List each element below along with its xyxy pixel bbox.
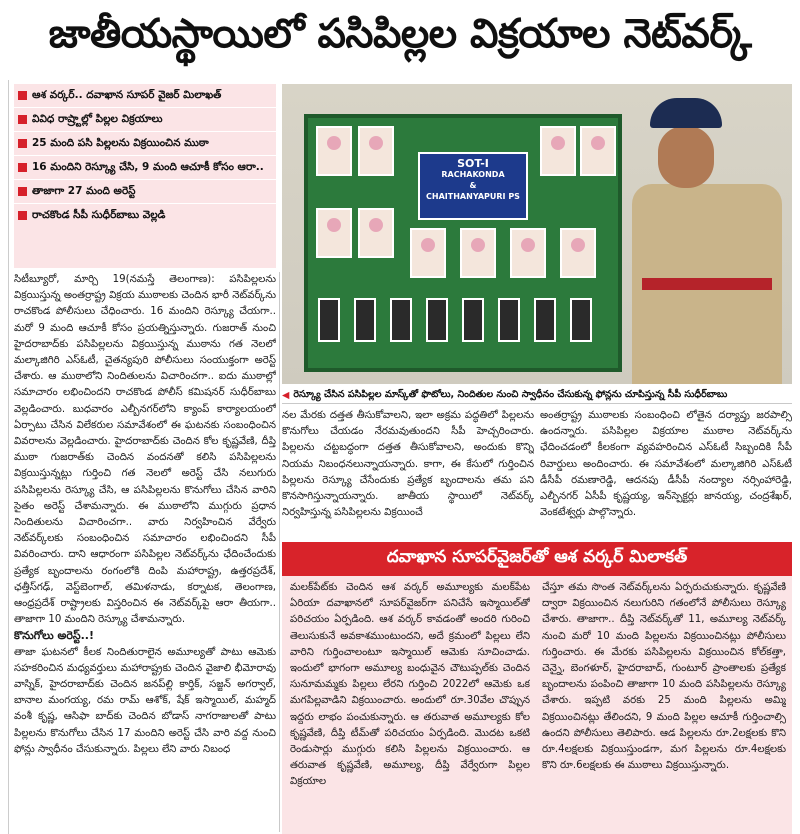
board-line: SOT-I [457,157,489,170]
phone-exhibit [570,298,592,342]
highlight-text: వివిధ రాష్ర్టాల్లో పిల్లల విక్రయాలు [32,113,163,125]
highlight-text: తాజాగా 27 మంది అరెస్ట్ [32,185,136,197]
child-photo [316,126,352,176]
article-column-2 [282,408,534,538]
phone-exhibit [390,298,412,342]
highlight-text: ఆశ వర్కర్.. దవాఖాన సూపర్ వైజర్ మిలాఖత్ [32,89,222,101]
child-photo [560,228,596,278]
highlight-item [14,84,276,108]
headline: జాతీయస్థాయిలో పసిపిల్లల విక్రయాల నెట్‌వర్క్ [48,11,752,57]
red-square-icon [18,211,27,220]
page-edge [0,80,9,834]
highlights-box [14,84,276,268]
child-photo [580,126,616,176]
evidence-board [304,114,622,372]
child-photo [410,228,446,278]
child-photo [460,228,496,278]
board-line: CHAITHANYAPURI PS [426,192,520,201]
article-subhead: కొనుగోలు అరెస్ట్..! [14,629,94,643]
highlight-text: రాచకొండ సీపీ సుధీర్‌బాబు వెల్లడి [32,209,166,221]
board-line: & [469,181,477,190]
photo-caption [282,386,792,404]
article-paragraph: అంతర్రాష్ట్ర ముఠాలకు సంబంధించి లోతైన దర్యాప్తు జరపాల్సి ఉందన్నారు. పసిపిల్లల విక్రయాల ముఠాల నెట్‌వర్క్‌ను ఛేదించడంలో కీలకంగా వ్యవహరించిన ఎస్‌ఓటీ సిబ్బందికి సీపీ రివార్డులు అందించారు. ఈ సమావేశంలో మల్కాజిగిరి ఎస్‌ఓటీ డీసీపీ రమణారెడ్డి, ఆదనపు డీసీపీ నంద్యాల నర్సింహారెడ్డి, ఎల్బీనగర్ ఏసీపీ కృష్ణయ్య, ఇన్‌స్పెక్టర్లు జానయ్య, చంద్రశేఖర్, వెంకటేశ్వర్లు పాల్గొన్నారు. [540,410,792,519]
phone-exhibit [534,298,556,342]
highlight-item [14,156,276,180]
phone-exhibit [426,298,448,342]
article-paragraph: మలక్‌పేట్‌కు చెందిన ఆశ వర్కర్ అమూల్యకు మలక్‌పేట ఏరియా దవాఖానలో సూపర్‌వైజర్‌గా పనిచేసే ఇస్మాయిల్‌తో పరిచయం ఏర్పడింది. ఆశ వర్కర్ కావడంతో అందరి గురించి తెలుసుకునే అవకాశముంటుందని, అదే క్రమంలో పిల్లలు లేని వారిని గుర్తించాలంటూ ఇస్మాయిల్ ఆమెకు సూచించాడు. ఇందులో భాగంగా అమూల్య బంధువైన చౌటుప్పల్‌కు చెందిన సునూమమ్మకు పిల్లలు లేరని గుర్తించి 2022లో ఆమెకు ఒక మగపిల్లవాడిని విక్రయించారు. అందులో రూ.30వేల చొప్పున ఇద్దరు లాభం పంచుకున్నారు. ఆ తరువాత అమూల్యకు కోల కృష్ణవేణి, దీప్తి టీమ్‌తో పరిచయం ఏర్పడింది. మొదట ఒకటి రెండుసార్లు ముగ్గురు కలిసి పిల్లలను విక్రయించారు. ఆ తరువాత కృష్ణవేణి, అమూల్య, దీప్తి వేర్వేరుగా పిల్లల విక్రయాల [290,582,530,788]
divider [282,403,792,404]
child-photo [358,208,394,258]
officer-belt [642,278,772,290]
red-square-icon [18,91,27,100]
officer-cap [650,98,722,128]
red-square-icon [18,115,27,124]
phone-exhibit [354,298,376,342]
box-body [282,576,792,834]
officer-face [658,126,714,188]
child-photo [510,228,546,278]
phone-exhibit [462,298,484,342]
red-square-icon [18,187,27,196]
highlight-item [14,180,276,204]
news-photo [282,84,792,384]
highlight-item [14,132,276,156]
child-photo [540,126,576,176]
article-column-3 [540,408,792,538]
divider [279,272,280,832]
phone-exhibit [318,298,340,342]
box-title: దవాఖాన సూపర్‌వైజర్‌తో ఆశ వర్కర్ మిలాకత్ [282,542,792,576]
article-column-1 [14,272,276,832]
board-sign [418,152,528,220]
red-square-icon [18,139,27,148]
board-line: RACHAKONDA [441,170,505,179]
highlight-text: 25 మంది పసి పిల్లలను విక్రయించిన ముఠా [32,137,209,149]
red-square-icon [18,163,27,172]
box-column-left [290,580,530,832]
highlight-item [14,204,276,227]
child-photo [316,208,352,258]
box-column-right [542,580,786,832]
child-photo [358,126,394,176]
caption-text: రెస్క్యూ చేసిన పసిపిల్లల మాస్క్‌తో ఫొటోలు, నిందితుల నుంచి స్వాధీనం చేసుకున్న ఫోన్లను చూపిస్తున్న సీపీ సుధీర్‌బాబు [293,388,728,400]
article-paragraph: సిటీబ్యూరో, మార్చి 19(నమస్తే తెలంగాణ): పసిపిల్లలను విక్రయిస్తున్న అంతర్రాష్ట్ర విక్రయ ముఠాలకు చెందిన భారీ నెట్‌వర్క్‌ను రాచకొండ పోలీసులు చేధించారు. 16 మందిని రెస్క్యూ చేయగా.. మరో 9 మంది ఆచూకీ కోసం ప్రయత్నిస్తున్నారు. గుజరాత్ నుంచి హైదరాబాద్‌కు పసిపిల్లలను విక్రయిస్తున్న ముఠాను గత నెలలో మల్కాజిగిరి ఎస్‌ఓటీ, చైతన్యపురి పోలీసులు సంయుక్తంగా అరెస్ట్ చేశారు. ఆ ముఠాలోని నిందితులను విచారించగా.. ఐదు ముఠాల్లో సమాచారం లభించిందని రాచకొండ పోలీస్ కమిషనర్ సుధీర్‌బాబు వెల్లడించారు. బుధవారం ఎల్బీనగర్‌లోని క్యాంప్ కార్యాలయంలో ఏర్పాటు చేసిన విలేకరుల సమావేశంలో ఈ ఘటనకు సంబంధించిన వివరాలను వెల్లడించారు. హైదరాబాద్‌కు చెందిన కోల కృష్ణవేణి, దీప్తి ముఠా గుజరాత్‌కు చెందిన వందనతో కలిసి పసిపిల్లలను విక్రయిస్తున్నట్లు గుర్తించి గత నెలలో అరెస్ట్ చేసి నలుగురు పసిపిల్లలను రెస్క్యూ చేసి, ఆ పసిపిల్లలను కొనుగోలు చేసిన వారిని సైతం అరెస్ట్ చేశామన్నారు. ఈ ముఠాలోని ముగ్గురు ప్రధాన నిందితులను విచారించగా.. వారు నిర్వహించిన వేర్వేరు నెట్‌వర్క్‌లకు సంబంధించిన సమాచారం లభించిందని సీపీ వివరించారు. దాని ఆధారంగా పసిపిల్లల నెట్‌వర్క్‌ను ఛేదించేందుకు ప్రత్యేక బృందాలను రంగంలోకి దింపి మహారాష్ట్ర, ఉత్తరప్రదేశ్, ఛత్తీస్‌గఢ్, వెస్ట్‌బెంగాల్, తమిళనాడు, కర్నాటక, తెలంగాణ, ఆంధ్రప్రదేశ్ రాష్ట్రాలకు విస్తరించిన ఈ నెట్‌వర్క్‌పై ఆరా తీయగా.. తాజాగా 10 మందిని రెస్క్యూ చేశామన్నారు. [14,274,276,626]
article-paragraph: చేస్తూ తమ సొంత నెట్‌వర్క్‌లను ఏర్పరుచుకున్నారు. కృష్ణవేణి ద్వారా విక్రయించిన నలుగురిని గతంలోనే పోలీసులు రెస్క్యూ చేశారు. తాజాగా.. దీప్తి నెట్‌వర్క్‌తో 11, అమూల్య నెట్‌వర్క్ నుంచి మరో 10 మంది పిల్లలను విక్రయించినట్లు పోలీసులు గుర్తించారు. ఈ మేరకు పసిపిల్లలను విక్రయించిన కోల్‌కత్తా, చెన్నై, బెంగళూర్, హైదరాబాద్, గుంటూర్ ప్రాంతాలకు ప్రత్యేక బృందాలను పంపించి తాజాగా 10 మంది పసిపిల్లలను రెస్క్యూ చేశారు. ఇప్పటి వరకు 25 మంది పిల్లలను అమ్మి విక్రయించినట్లు తేలిందని, 9 మంది పిల్లల ఆచూకీ గుర్తించాల్సి ఉందని పోలీసులు తెలిపారు. ఆడ పిల్లలను రూ.2లక్షలకు కొని రూ.4లక్షలకు విక్రయిస్తుండగా, మగ పిల్లలను రూ.4లక్షలకు కొని రూ.6లక్షలకు ఈ ముఠాలు విక్రయిస్తున్నారు. [542,582,786,772]
article-paragraph: నల మేరకు దత్తత తీసుకోవాలని, ఇలా అక్రమ పద్ధతిలో పిల్లలను కొనుగోలు చేయడం నేరమవుతుందని సీపీ హెచ్చరించారు. పిల్లలను చట్టబద్ధంగా దత్తత తీసుకోవాలని, అందుకు కొన్ని నియమ నిబంధనలున్నాయన్నారు. కాగా, ఈ కేసులో గుర్తించిన పిల్లలను రెస్క్యూ చేసేందుకు ప్రత్యేక బృందాలను తమ పని కొనసాగిస్తున్నాయన్నారు. జాతీయ స్థాయిలో నెట్‌వర్క్ నిర్వహిస్తున్న పసిపిల్లలను విక్రయించే [282,410,534,519]
caption-arrow-icon: ◀ [282,389,290,401]
article-paragraph: తాజా ఘటనలో కీలక నిందితురాలైన అమూల్యతో పాటు ఆమెకు సహకరించిన మధ్యవర్తులు మహారాష్ట్రకు చెందిన వైజాలి భీమోరావు వాస్నిక్, హైదరాబాద్‌కు చెందిన జనప్‌ల్లి కార్తిక్, సజ్జన్ అగర్వాల్, బానాల మంగయ్య, రమ రామ్ ఆశోక్, షేక్ ఇస్మాయిల్, మహ్మద్ వంశీ కృష్ణ, ఆసిఫా బాద్‌కు చెందిన బోడాస్ నాగరాజులతో పాటు పిల్లలను కొనుగోలు చేసిన 17 మందిని అరెస్ట్ చేసి వారి వద్ద నుంచి ఫోన్లు స్వాధీనం చేసుకున్నారు. పిల్లలు లేని వారు నిబంధ [14,646,276,755]
police-officer [632,98,782,384]
phone-exhibit [498,298,520,342]
highlight-item [14,108,276,132]
highlight-text: 16 మందిని రెస్క్యూ చేసి, 9 మంది ఆచూకీ కోసం ఆరా.. [32,161,264,173]
